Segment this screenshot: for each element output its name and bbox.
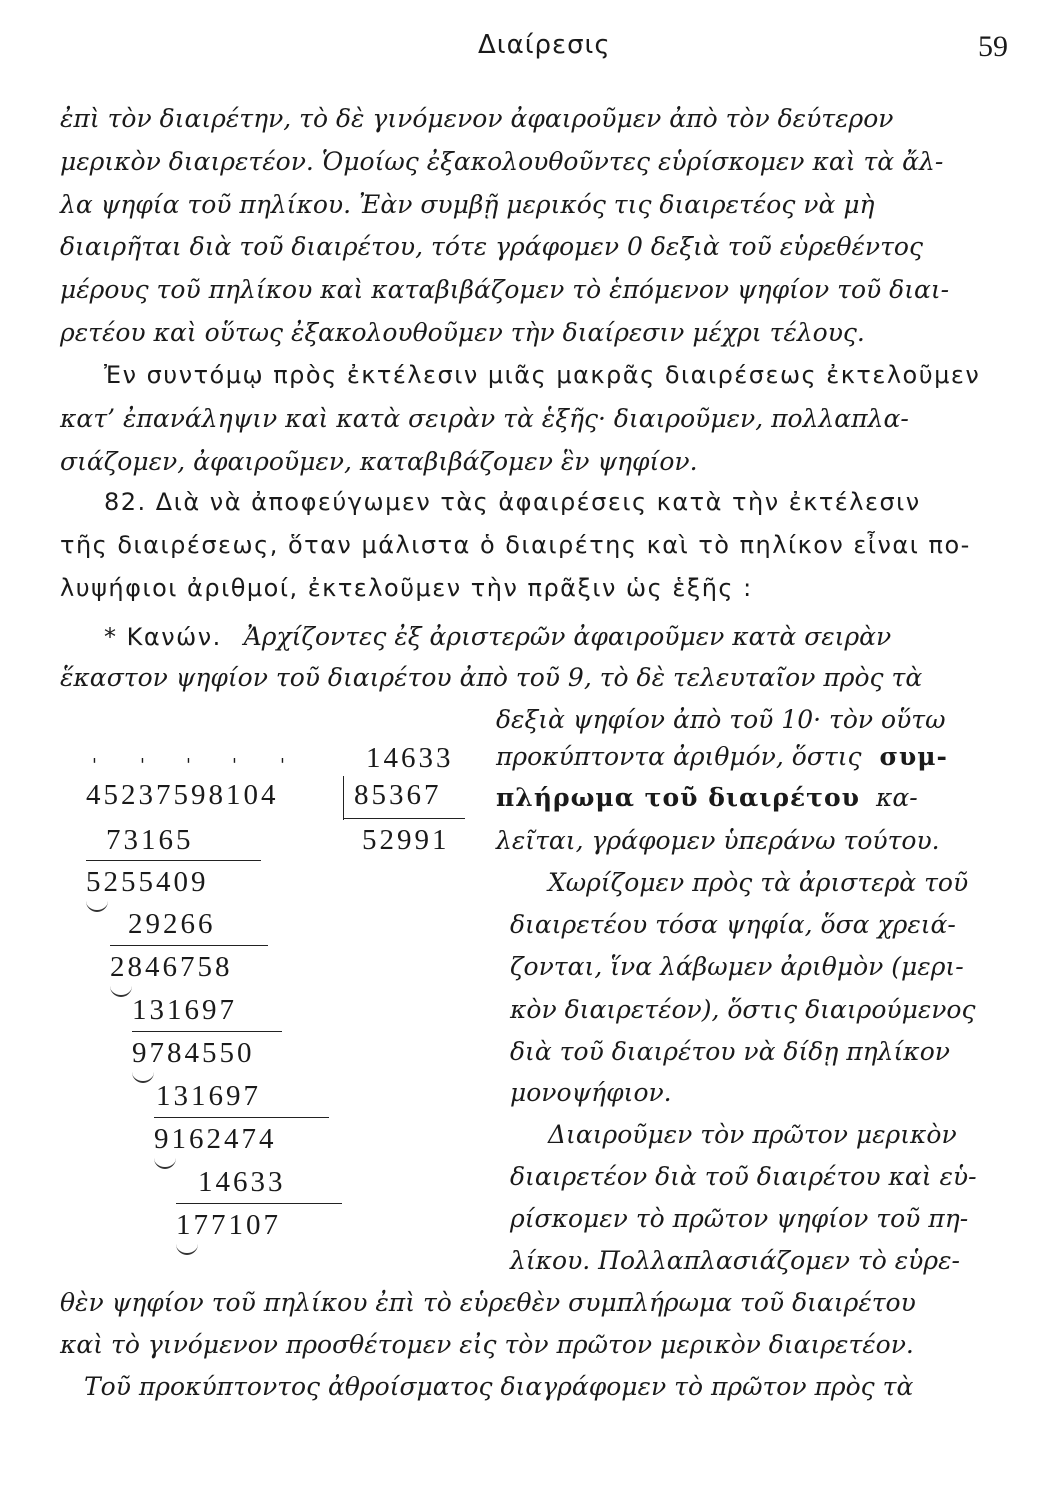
text-line: διαιρῆται διὰ τοῦ διαιρέτου, τότε γράφομεν 0 δεξιὰ τοῦ εὑρεθέντος: [60, 232, 923, 261]
text-line: διαιρετέου τόσα ψηφία, ὅσα χρειά-: [510, 910, 956, 939]
step-rule: [176, 1203, 342, 1204]
division-bar: [343, 776, 344, 820]
step-row: 177107: [176, 1209, 281, 1241]
divisor: 85367: [354, 779, 442, 811]
separator-tick: ': [92, 755, 97, 776]
text-line: προκύπτοντα ἀριθμόν, ὅστις: [496, 742, 862, 771]
divisor-rule: [343, 818, 465, 819]
step-rule: [86, 860, 261, 861]
quotient: 52991: [362, 824, 450, 856]
text-line: Χωρίζομεν πρὸς τὰ ἀριστερὰ τοῦ: [548, 868, 969, 897]
step-row: 9162474: [154, 1123, 277, 1155]
text-line: καὶ τὸ γινόμενον προσθέτομεν εἰς τὸν πρῶτον μερικὸν διαιρετέον.: [60, 1330, 914, 1359]
text-line: ἕκαστον ψηφίον τοῦ διαιρέτου ἀπὸ τοῦ 9, τὸ δὲ τελευταῖον πρὸς τὰ: [60, 663, 923, 692]
text-line: λίκου. Πολλαπλασιάζομεν τὸ εὑρε-: [510, 1246, 960, 1275]
text-line: δεξιὰ ψηφίον ἀπὸ τοῦ 10· τὸν οὕτω: [496, 705, 946, 734]
brace-mark: [110, 985, 132, 997]
text-line: μερικὸν διαιρετέον. Ὁμοίως ἐξακολουθοῦντες εὑρίσκομεν καὶ τὰ ἄλ-: [60, 147, 944, 176]
running-title: Διαίρεσις: [478, 30, 611, 60]
step-rule: [132, 1031, 282, 1032]
dividend: 45237598104: [86, 779, 279, 811]
divisor-complement: 14633: [366, 742, 454, 774]
text-line: μονοψήφιον.: [510, 1078, 672, 1107]
text-line: Τοῦ προκύπτοντος ἀθροίσματος διαγράφομεν τὸ πρῶτον πρὸς τὰ: [84, 1372, 914, 1401]
brace-mark: [154, 1157, 176, 1169]
text-line: μέρους τοῦ πηλίκου καὶ καταβιβάζομεν τὸ ἑπόμενον ψηφίον τοῦ διαι-: [60, 275, 950, 304]
page-number: 59: [978, 30, 1008, 63]
bold-term: συμ-: [879, 742, 948, 771]
text-line: ἐπὶ τὸν διαιρέτην, τὸ δὲ γινόμενον ἀφαιροῦμεν ἀπὸ τὸν δεύτερον: [60, 104, 894, 133]
text-line: διαιρετέον διὰ τοῦ διαιρέτου καὶ εὑ-: [510, 1162, 977, 1191]
step-row: 131697: [156, 1080, 261, 1112]
text-line: κὸν διαιρετέον), ὅστις διαιρούμενος: [510, 995, 976, 1024]
rule-text: Ἀρχίζοντες ἐξ ἀριστερῶν ἀφαιροῦμεν κατὰ σειρὰν: [243, 622, 892, 651]
rule-label: * Κανών.: [104, 623, 222, 651]
text-line: σιάζομεν, ἀφαιροῦμεν, καταβιβάζομεν ἓν ψηφίον.: [60, 447, 698, 476]
bold-term: πλήρωμα τοῦ διαιρέτου: [496, 783, 860, 812]
brace-mark: [86, 900, 108, 912]
text-line: θὲν ψηφίον τοῦ πηλίκου ἐπὶ τὸ εὑρεθὲν συμπλήρωμα τοῦ διαιρέτου: [60, 1288, 916, 1317]
text-line: διὰ τοῦ διαιρέτου νὰ δίδῃ πηλίκον: [510, 1037, 950, 1066]
separator-tick: ': [280, 755, 285, 776]
brace-mark: [132, 1071, 154, 1083]
step-row: 2846758: [110, 951, 233, 983]
text-line: κα-: [875, 783, 918, 812]
step-rule: [154, 1117, 329, 1118]
step-rule: [110, 945, 268, 946]
text-line: 82. Διὰ νὰ ἀποφεύγωμεν τὰς ἀφαιρέσεις κατὰ τὴν ἐκτέλεσιν: [104, 488, 921, 516]
step-row: 9784550: [132, 1037, 255, 1069]
page-header: [0, 30, 1063, 70]
text-line: ρίσκομεν τὸ πρῶτον ψηφίον τοῦ πη-: [510, 1204, 969, 1233]
step-row: 5255409: [86, 866, 209, 898]
text-line: Ἐν συντόμῳ πρὸς ἐκτέλεσιν μιᾶς μακρᾶς διαιρέσεως ἐκτελοῦμεν: [104, 361, 981, 389]
brace-mark: [176, 1243, 198, 1255]
step-row: 131697: [132, 994, 237, 1026]
text-line: κατ’ ἐπανάληψιν καὶ κατὰ σειρὰν τὰ ἑξῆς· διαιροῦμεν, πολλαπλα-: [60, 404, 909, 433]
step-row: 73165: [106, 824, 194, 856]
text-line: λα ψηφία τοῦ πηλίκου. Ἐὰν συμβῇ μερικός τις διαιρετέος νὰ μὴ: [60, 190, 875, 219]
step-row: 29266: [128, 908, 216, 940]
text-line: λεῖται, γράφομεν ὑπεράνω τούτου.: [496, 826, 940, 855]
separator-tick: ': [232, 755, 237, 776]
separator-tick: ': [186, 755, 191, 776]
text-line: τῆς διαιρέσεως, ὅταν μάλιστα ὁ διαιρέτης καὶ τὸ πηλίκον εἶναι πο-: [60, 531, 971, 559]
text-line: ρετέου καὶ οὕτως ἐξακολουθοῦμεν τὴν διαίρεσιν μέχρι τέλους.: [60, 318, 865, 347]
separator-tick: ': [140, 755, 145, 776]
text-line: Διαιροῦμεν τὸν πρῶτον μερικὸν: [548, 1120, 957, 1149]
text-line: ζονται, ἵνα λάβωμεν ἀριθμὸν (μερι-: [510, 952, 964, 981]
step-row: 14633: [198, 1166, 286, 1198]
text-line: λυψήφιοι ἀριθμοί, ἐκτελοῦμεν τὴν πρᾶξιν ὡς ἑξῆς :: [60, 574, 753, 602]
